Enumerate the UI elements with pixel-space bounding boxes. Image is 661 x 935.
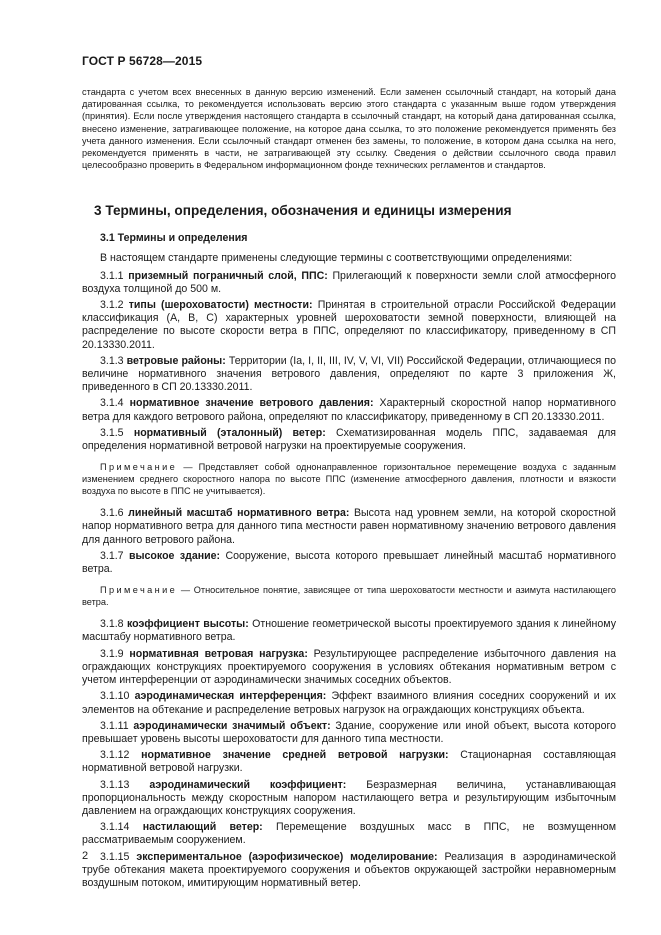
term-3-1-3: 3.1.3 ветровые районы: Территории (Ia, I, II, III, IV, V, VI, VII) Российской Федерации, отличающиеся по величине нормативного значения ветрового давления, определяют по карте 3 приложения Ж, приведенного в СП 20.13330.2011. <box>82 354 616 394</box>
document-page <box>82 54 616 893</box>
term-3-1-1: 3.1.1 приземный пограничный слой, ППС: Прилегающий к поверхности земли слой атмосферного воздуха толщиной до 500 м. <box>82 269 616 295</box>
term-3-1-7: 3.1.7 высокое здание: Сооружение, высота которого превышает линейный масштаб нормативного ветра. <box>82 549 617 576</box>
term-3-1-11: 3.1.11 аэродинамически значимый объект: Здание, сооружение или иной объект, высота которого превышает уровень высоты шероховатости для данного типа местности. <box>82 719 616 745</box>
term-3-1-12: 3.1.12 нормативное значение средней ветровой нагрузки: Стационарная составляющая нормативной ветровой нагрузки. <box>82 749 617 775</box>
standard-header: ГОСТ Р 56728—2015 <box>82 54 203 68</box>
note-2: Примечание — Относительное понятие, зависящее от типа шероховатости местности и азимута настилающего ветра. <box>82 585 616 608</box>
term-3-1-9: 3.1.9 нормативная ветровая нагрузка: Результирующее распределение избыточного давления на ограждающих конструкциях проектируемого сооружения в условиях обтекания нормативным ветром с учетом интерференции от аэродинамически значимых соседних объектов. <box>82 647 616 687</box>
term-3-1-14: 3.1.14 настилающий ветер: Перемещение воздушных масс в ППС, не возмущенном рассматриваемым сооружением. <box>82 821 616 847</box>
lead-paragraph: В настоящем стандарте применены следующие термины с соответствующими определениями: <box>100 252 573 265</box>
intro-paragraph: стандарта с учетом всех внесенных в данную версию изменений. Если заменен ссылочный стандарт, на который дана датированная ссылка, то рекомендуется использовать версию этого стандарта с указанным выше годом утверждения (принятия). Если после утверждения настоящего стандарта в ссылочный стандарт, на который дана датированная ссылка, внесено изменение, затрагивающее положение, на которое дана ссылка, то это положение рекомендуется применять без учета данного изменения. Если ссылочный стандарт отменен без замены, то положение, в котором дана ссылка на него, рекомендуется применять в части, не затрагивающей эту ссылку. Сведения о действии ссылочного свода правил целесообразно проверить в Федеральном информационном фонде технических регламентов и стандартов. <box>82 87 616 171</box>
note-1: Примечание — Представляет собой однонаправленное горизонтальное перемещение воздуха с заданным изменением среднего скоростного напора по высоте ППС (изменение атмосферного давления, плотности и вязкости воздуха по высоте в ППС не учитывается). <box>82 462 616 497</box>
term-3-1-10: 3.1.10 аэродинамическая интерференция: Эффект взаимного влияния соседних сооружений и их элементов на обтекание и распределение ветровых нагрузок на ограждающих конструкциях объекта. <box>82 690 616 716</box>
page-number: 2 <box>82 850 89 862</box>
section-title: 3 Термины, определения, обозначения и единицы измерения <box>94 203 512 219</box>
term-3-1-8: 3.1.8 коэффициент высоты: Отношение геометрической высоты проектируемого здания к линейному масштабу нормативного ветра. <box>82 618 616 644</box>
term-3-1-15: 3.1.15 экспериментальное (аэрофизическое) моделирование: Реализация в аэродинамической трубе обтекания макета проектируемого сооружения и объектов окружающей застройки неравномерным воздушным потоком, имитирующим нормативный ветер. <box>82 850 616 889</box>
term-3-1-2: 3.1.2 типы (шероховатости) местности: Принятая в строительной отрасли Российской Федерации классификация (А, В, С) характерных уровней шероховатости земной поверхности, влияющей на распределение по высоте скорости ветра в ППС, определяют по классификатору, приведенному в СП 20.13330.2011. <box>82 299 616 351</box>
term-3-1-4: 3.1.4 нормативное значение ветрового давления: Характерный скоростной напор нормативного ветра для каждого ветрового района, определяют по классификатору, приведенному в СП 20.13330.2011. <box>82 397 616 423</box>
term-3-1-6: 3.1.6 линейный масштаб нормативного ветра: Высота над уровнем земли, на которой скоростной напор нормативного ветра для данного типа местности равен нормативному значению ветрового давления для данного ветрового района. <box>82 507 616 546</box>
subsection-title: 3.1 Термины и определения <box>100 232 248 245</box>
term-3-1-13: 3.1.13 аэродинамический коэффициент: Безразмерная величина, устанавливающая пропорциональность между скоростным напором настилающего ветра и результирующим избыточным давлением на ограждающих конструкциях сооружения. <box>82 778 616 817</box>
term-3-1-5: 3.1.5 нормативный (эталонный) ветер: Схематизированная модель ППС, задаваемая для определения нормативной ветровой нагрузки на проектируемые сооружения. <box>82 426 616 453</box>
